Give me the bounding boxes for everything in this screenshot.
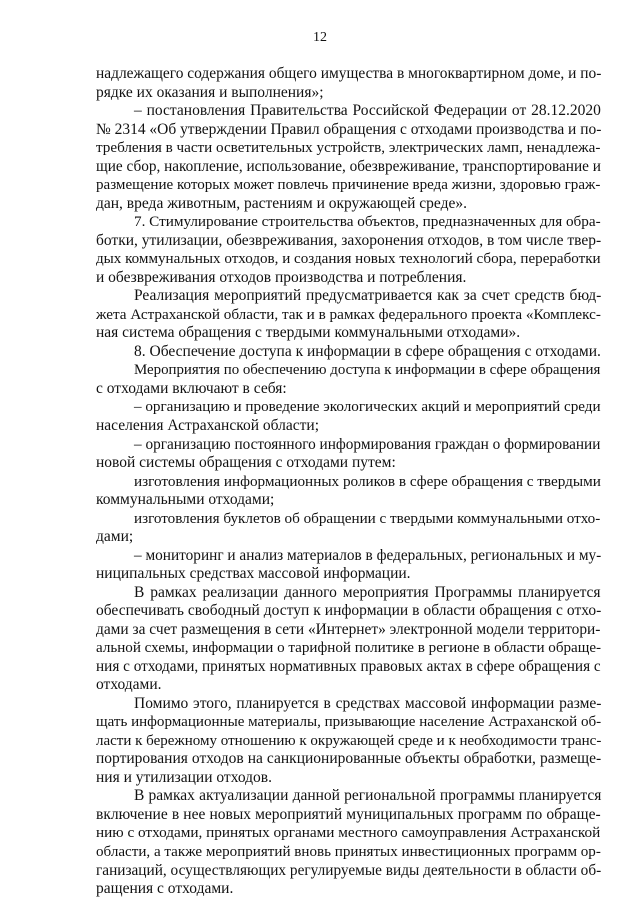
text-line: дан, вреда животным, растениям и окружающей среде». [96,194,467,212]
text-line: ращения с отходами. [96,880,234,897]
text-line: надлежащего содержания общего имущества в многоквартирном доме, и по- [96,65,602,82]
text-line: требления в части осветительных устройств, электрических ламп, ненадлежа- [96,140,601,157]
text-line: коммунальными отходами; [96,491,275,508]
text-line: – организацию и проведение экологических акций и мероприятий среди [134,399,601,416]
text-line: ниципальных средствах массовой информации. [96,565,411,583]
text-line: ная система обращения с твердыми коммунальными отходами». [96,324,521,342]
text-line: ботки, утилизации, обезвреживания, захоронения отходов, в том числе твер- [96,231,602,249]
text-line: и обезвреживания отходов производства и потребления. [96,268,467,286]
text-line: рядке их оказания и выполнения»; [96,83,324,101]
text-line: – организацию постоянного информирования граждан о формировании [134,435,601,453]
text-line: ния и утилизации отходов. [96,768,272,786]
text-line: области, а также мероприятий вновь принятых инвестиционных программ ор- [96,844,601,860]
text-line: 7. Стимулирование строительства объектов, предназначенных для обра- [134,213,601,231]
text-line: щать информационные материалы, призывающие население Астраханской об- [96,714,602,731]
text-line: 8. Обеспечение доступа к информации в сфере обращения с отходами. [134,342,601,360]
text-line: жета Астраханской области, так и в рамках федерального проекта «Комплекс- [96,305,601,323]
text-line: № 2314 «Об утверждении Правил обращения с отходами производства и по- [96,120,602,138]
text-line: населения Астраханской области; [96,416,319,434]
text-line: Реализация мероприятий предусматривается как за счет средств бюд- [134,287,602,305]
text-line: дых коммунальных отходов, и создания новых технологий сбора, переработки [96,251,601,268]
text-line: портирования отходов на санкционированные объекты обработки, размеще- [96,750,602,768]
text-line: Мероприятия по обеспечению доступа к информации в сфере обращения [134,362,601,379]
text-line: – постановления Правительства Российской Федерации от 28.12.2020 [134,102,601,119]
text-line: щие сбор, накопление, использование, обезвреживание, транспортирование и [96,157,601,175]
text-line: ласти к бережному отношению к окружающей среде и к необходимости транс- [96,732,602,749]
text-line: обеспечивать свободный доступ к информации в области обращения с отхо- [96,602,602,620]
text-line: с отходами включают в себя: [96,379,287,397]
text-line: альной схемы, информации о тарифной политике в регионе в области обраще- [96,640,602,657]
text-line: ганизаций, осуществляющих регулируемые виды деятельности в области об- [96,861,602,879]
text-line: – мониторинг и анализ материалов в федеральных, региональных и му- [134,546,602,564]
text-line: дами за счет размещения в сети «Интернет» электронной модели территори- [96,620,601,638]
text-line: новой системы обращения с отходами путем: [96,454,396,471]
text-line: Помимо этого, планируется в средствах массовой информации разме- [134,694,602,712]
text-line: В рамках реализации данного мероприятия Программы планируется [134,583,601,601]
text-line: изготовления буклетов об обращении с твердыми коммунальными отхо- [134,510,601,527]
text-line: нию с отходами, принятых органами местного самоуправления Астраханской [96,824,601,842]
text-line: включение в нее новых мероприятий муниципальных программ по обраще- [96,805,601,823]
text-line: изготовления информационных роликов в сфере обращения с твердыми [134,472,601,490]
text-line: дами; [96,528,134,546]
text-line: В рамках актуализации данной региональной программы планируется [134,787,602,805]
text-line: размещение которых может повлечь причинение вреда жизни, здоровью граж- [96,177,601,194]
page-number: 12 [313,30,327,45]
text-line: ния с отходами, принятых нормативных правовых актах в сфере обращения с [96,657,601,675]
text-line: отходами. [96,676,162,694]
